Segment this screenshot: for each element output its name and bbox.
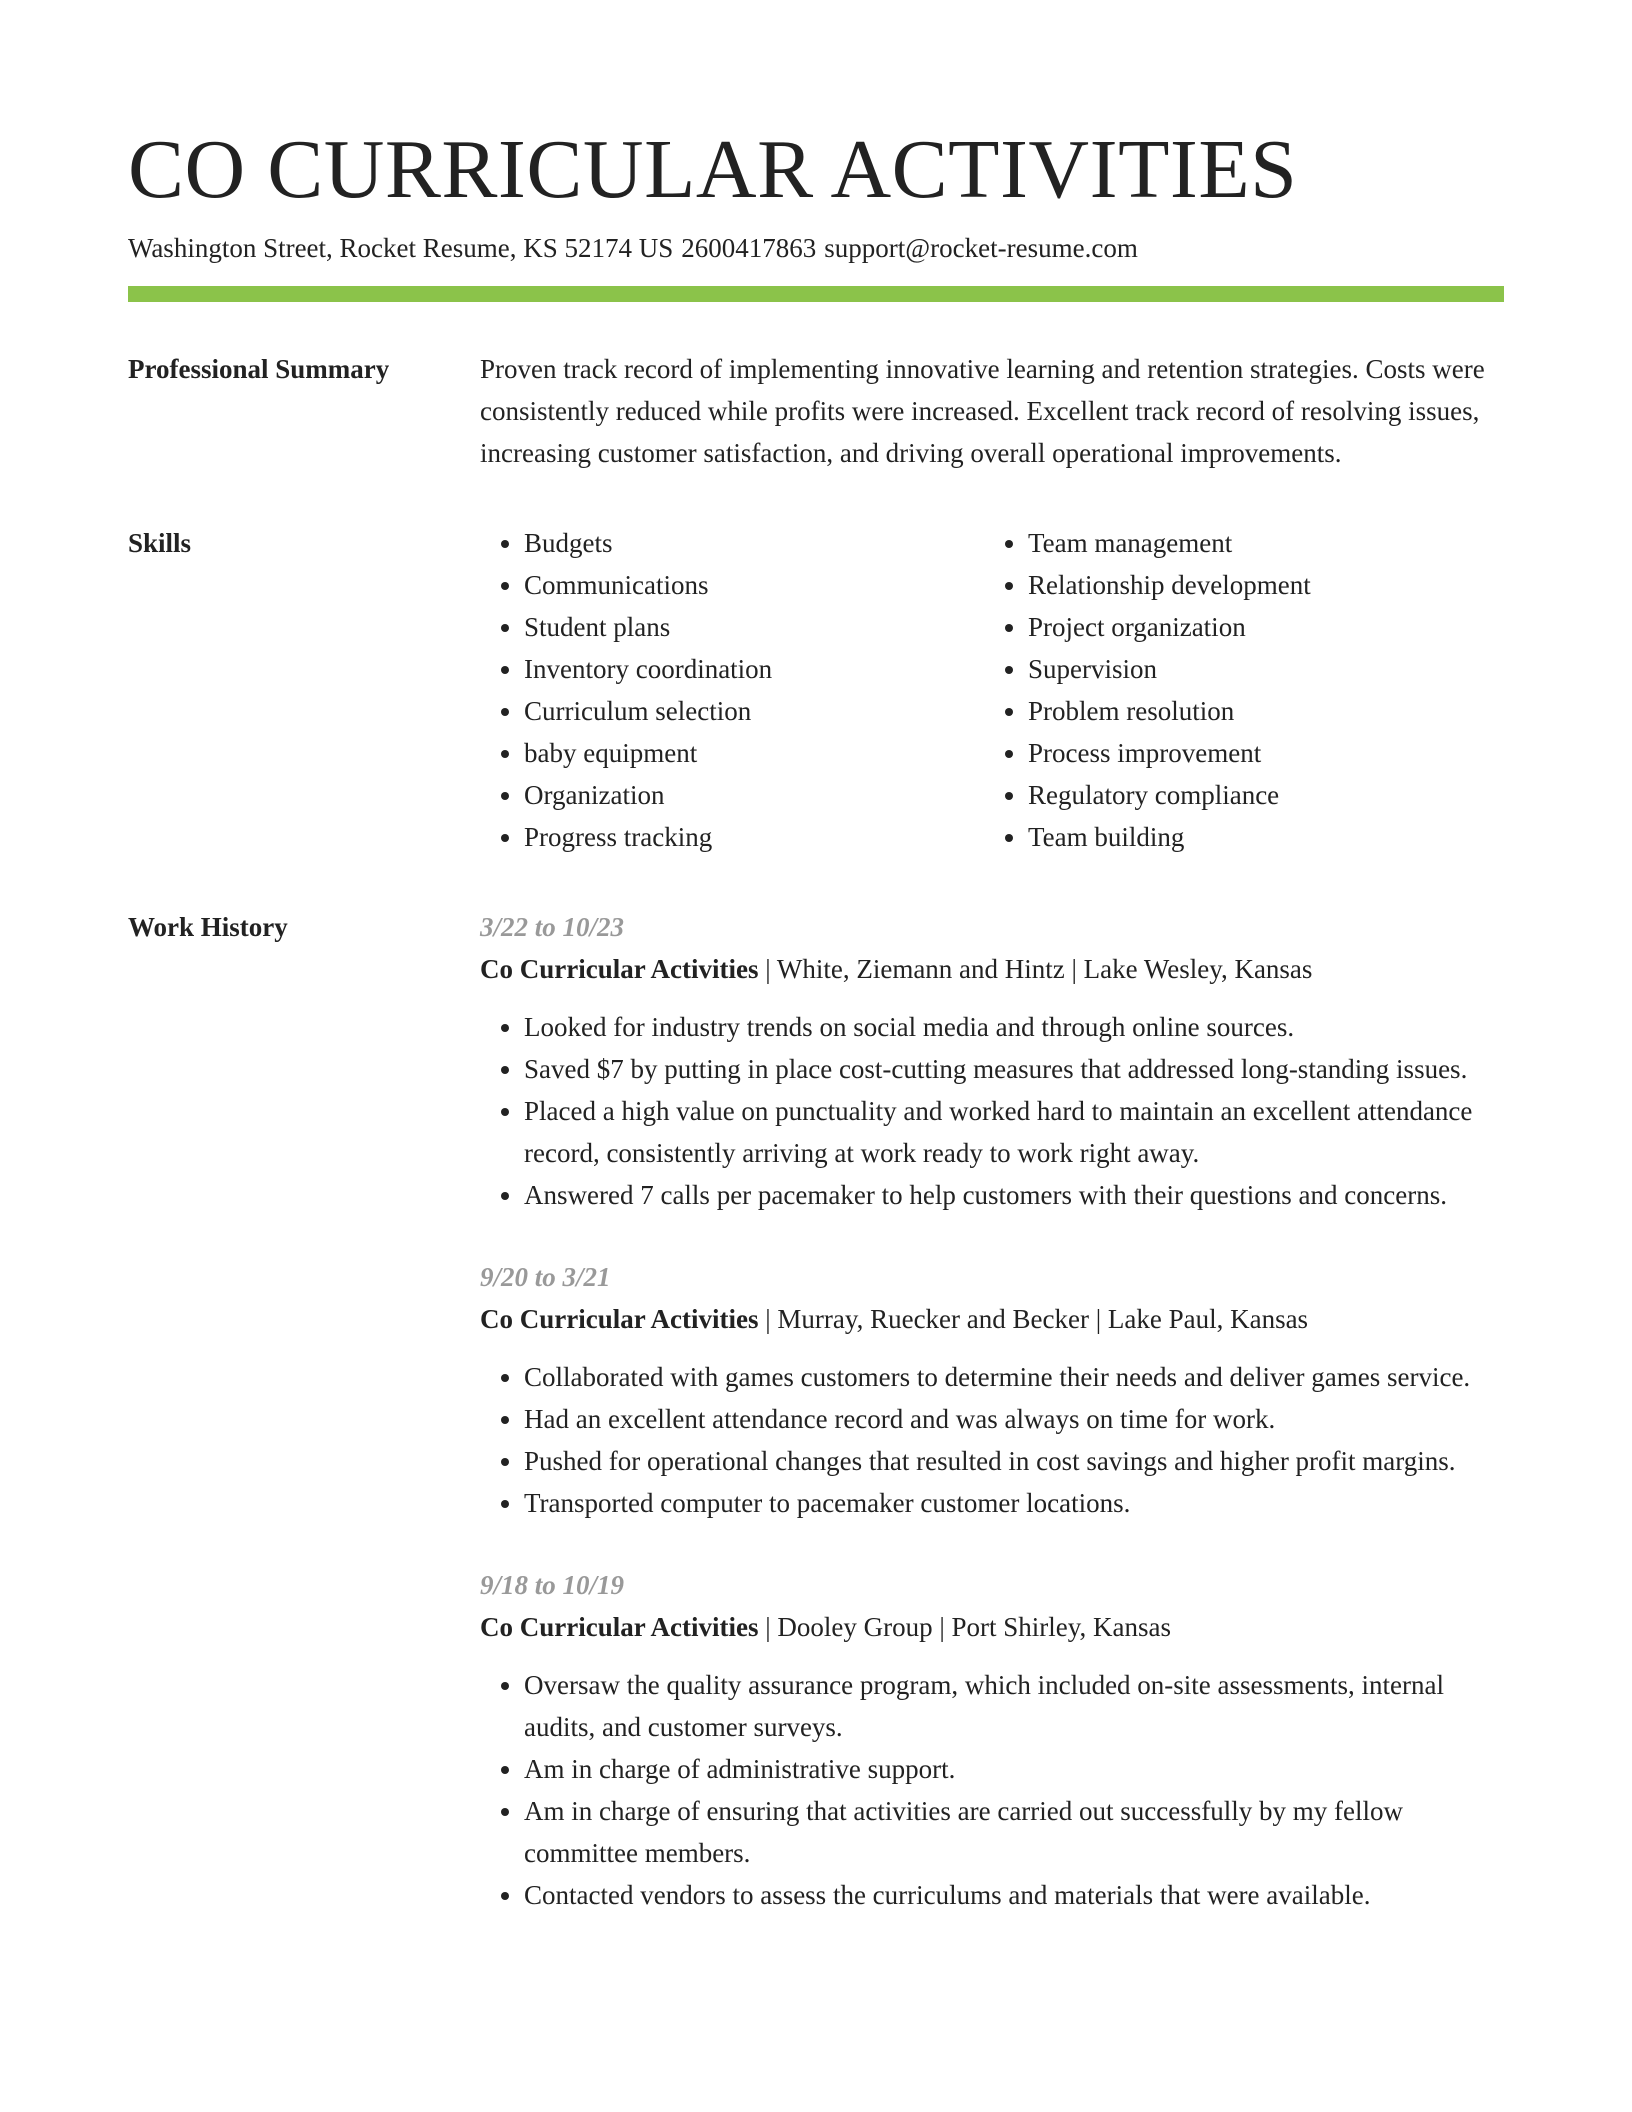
skill-item: • Team building [1028,816,1488,858]
job-entry [480,906,1504,1216]
work-history-heading: Work History [128,912,288,942]
job-bullet: • Am in charge of ensuring that activities are carried out successfully by my fellow committee members. [524,1790,1504,1874]
skill-item: • Regulatory compliance [1028,774,1488,816]
job-bullet: • Saved $7 by putting in place cost-cutting measures that addressed long-standing issues. [524,1048,1504,1090]
skills-body [480,522,1504,858]
resume-page [128,120,1504,1916]
skill-item: • Communications [524,564,984,606]
job-bullets [480,1664,1504,1916]
job-bullet: • Oversaw the quality assurance program, which included on-site assessments, internal audits, and customer surveys. [524,1664,1504,1748]
skill-item: • Team management [1028,522,1488,564]
contact-line [128,230,1504,266]
job-title: Co Curricular Activities [480,1304,759,1334]
skills-list-right [984,522,1488,858]
summary-body [480,348,1504,474]
skill-item: • Curriculum selection [524,690,984,732]
job-title-line [480,1606,1504,1648]
skill-item: • Student plans [524,606,984,648]
job-dates: 9/18 to 10/19 [480,1570,625,1600]
skill-item: • Relationship development [1028,564,1488,606]
job-bullet: • Collaborated with games customers to determine their needs and deliver games service. [524,1356,1504,1398]
job-bullets [480,1006,1504,1216]
skills-list-left [480,522,984,858]
contact-phone: 2600417863 [681,233,817,263]
job-title-line [480,948,1504,990]
summary-section [128,348,1504,474]
skill-item: • Process improvement [1028,732,1488,774]
job-employer-location: | White, Ziemann and Hintz | Lake Wesley, Kansas [758,954,1313,984]
skill-item: • Supervision [1028,648,1488,690]
job-bullet: • Placed a high value on punctuality and worked hard to maintain an excellent attendance record, consistently arriving at work ready to work right away. [524,1090,1504,1174]
job-entry [480,1564,1504,1916]
skills-heading: Skills [128,528,192,558]
skill-item: • Progress tracking [524,816,984,858]
job-title-line [480,1298,1504,1340]
job-title: Co Curricular Activities [480,1612,759,1642]
skill-item: • Budgets [524,522,984,564]
skill-item: • Problem resolution [1028,690,1488,732]
job-title: Co Curricular Activities [480,954,759,984]
skill-item: • Project organization [1028,606,1488,648]
job-bullet: • Had an excellent attendance record and was always on time for work. [524,1398,1504,1440]
contact-email: support@rocket-resume.com [824,233,1138,263]
work-history-section [128,906,1504,1916]
job-dates: 3/22 to 10/23 [480,912,625,942]
skills-section [128,522,1504,858]
skill-item: • Organization [524,774,984,816]
work-history-body [480,906,1504,1916]
job-bullets [480,1356,1504,1524]
job-bullet: • Am in charge of administrative support. [524,1748,1504,1790]
job-entry [480,1256,1504,1524]
job-dates: 9/20 to 3/21 [480,1262,611,1292]
job-employer-location: | Dooley Group | Port Shirley, Kansas [758,1612,1171,1642]
summary-text: Proven track record of implementing innovative learning and retention strategies. Costs were consistently reduced while profits were increased. Excellent track record of resolving issues, increasing customer satisfaction, and driving overall operational improvements. [480,354,1485,468]
skill-item: • baby equipment [524,732,984,774]
job-bullet: • Contacted vendors to assess the curriculums and materials that were available. [524,1874,1504,1916]
skill-item: • Inventory coordination [524,648,984,690]
resume-name: CO CURRICULAR ACTIVITIES [128,123,1298,216]
contact-address: Washington Street, Rocket Resume, KS 52174 US [128,233,674,263]
job-bullet: • Answered 7 calls per pacemaker to help customers with their questions and concerns. [524,1174,1504,1216]
job-bullet: • Pushed for operational changes that resulted in cost savings and higher profit margins. [524,1440,1504,1482]
accent-divider [128,286,1504,302]
job-bullet: • Looked for industry trends on social media and through online sources. [524,1006,1504,1048]
job-employer-location: | Murray, Ruecker and Becker | Lake Paul, Kansas [758,1304,1309,1334]
summary-heading: Professional Summary [128,354,390,384]
job-bullet: • Transported computer to pacemaker customer locations. [524,1482,1504,1524]
